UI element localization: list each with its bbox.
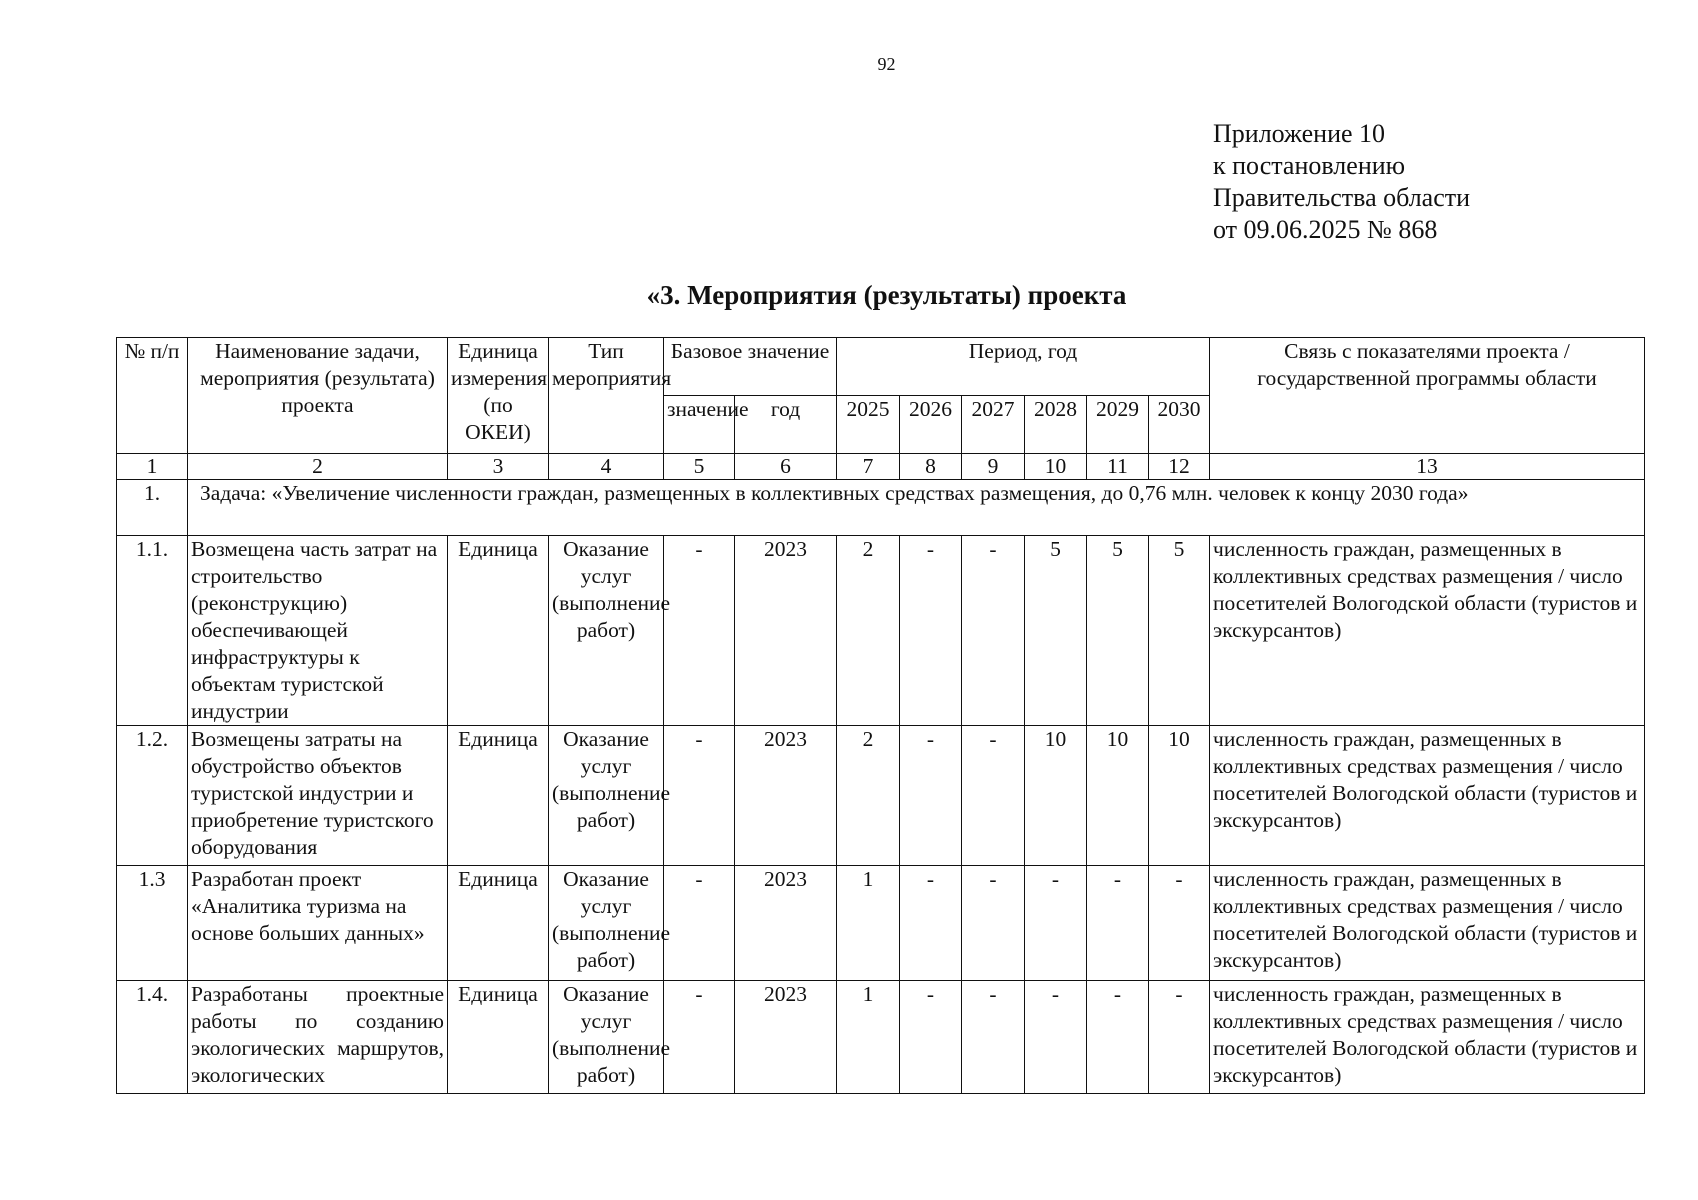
row-base-year: 2023 xyxy=(735,866,837,981)
row-2025: 1 xyxy=(837,866,900,981)
appendix-line: к постановлению xyxy=(1213,151,1406,180)
row-unit: Единица xyxy=(448,981,549,1094)
header-name: Наименование задачи, мероприятия (результата) проекта xyxy=(188,338,448,454)
row-2026: - xyxy=(900,726,962,866)
row-link: численность граждан, размещенных в коллективных средствах размещения / число посетителей Вологодской области (туристов и экскурсантов) xyxy=(1210,866,1645,981)
column-number: 5 xyxy=(664,454,735,480)
row-2025: 1 xyxy=(837,981,900,1094)
row-2029: 5 xyxy=(1087,536,1149,726)
events-table xyxy=(116,337,1645,1094)
header-period: Период, год xyxy=(837,338,1210,396)
row-type: Оказание услуг (выполнение работ) xyxy=(549,726,664,866)
row-name: Разработаны проектные работы по созданию экологических маршрутов, экологических xyxy=(188,981,448,1094)
row-2026: - xyxy=(900,866,962,981)
header-base-year: год xyxy=(735,396,837,454)
header-base-value: значение xyxy=(664,396,735,454)
task-row xyxy=(117,480,1645,536)
header-year-2030: 2030 xyxy=(1149,396,1210,454)
row-2025: 2 xyxy=(837,536,900,726)
header-num: № п/п xyxy=(117,338,188,454)
row-type: Оказание услуг (выполнение работ) xyxy=(549,866,664,981)
header-year-2028: 2028 xyxy=(1025,396,1087,454)
page-number: 92 xyxy=(877,54,896,74)
row-2027: - xyxy=(962,981,1025,1094)
row-2025: 2 xyxy=(837,726,900,866)
row-2030: - xyxy=(1149,866,1210,981)
task-num: 1. xyxy=(117,480,188,536)
header-year-2025: 2025 xyxy=(837,396,900,454)
row-2029: 10 xyxy=(1087,726,1149,866)
row-name: Разработан проект «Аналитика туризма на основе больших данных» xyxy=(188,866,448,981)
row-2027: - xyxy=(962,866,1025,981)
header-link: Связь с показателями проекта / государственной программы области xyxy=(1210,338,1645,454)
column-number-row xyxy=(117,454,1645,480)
appendix-line: от 09.06.2025 № 868 xyxy=(1213,215,1438,244)
table-row xyxy=(117,981,1645,1094)
header-type: Тип мероприятия xyxy=(549,338,664,454)
row-base-value: - xyxy=(664,866,735,981)
row-2029: - xyxy=(1087,981,1149,1094)
row-unit: Единица xyxy=(448,536,549,726)
column-number: 8 xyxy=(900,454,962,480)
column-number: 1 xyxy=(117,454,188,480)
row-base-year: 2023 xyxy=(735,726,837,866)
header-unit: Единица измерения (по ОКЕИ) xyxy=(448,338,549,454)
column-number: 3 xyxy=(448,454,549,480)
row-name: Возмещена часть затрат на строительство (реконструкцию) обеспечивающей инфраструктуры к объектам туристской индустрии xyxy=(188,536,448,726)
column-number: 10 xyxy=(1025,454,1087,480)
document-title: «3. Мероприятия (результаты) проекта xyxy=(646,280,1127,310)
row-num: 1.1. xyxy=(117,536,188,726)
row-link: численность граждан, размещенных в коллективных средствах размещения / число посетителей Вологодской области (туристов и экскурсантов) xyxy=(1210,536,1645,726)
row-type: Оказание услуг (выполнение работ) xyxy=(549,981,664,1094)
row-2028: - xyxy=(1025,981,1087,1094)
row-2030: - xyxy=(1149,981,1210,1094)
table-row xyxy=(117,866,1645,981)
column-number: 6 xyxy=(735,454,837,480)
row-2026: - xyxy=(900,981,962,1094)
row-unit: Единица xyxy=(448,866,549,981)
header-year-2026: 2026 xyxy=(900,396,962,454)
column-number: 2 xyxy=(188,454,448,480)
appendix-line: Приложение 10 xyxy=(1213,119,1386,148)
row-2026: - xyxy=(900,536,962,726)
column-number: 4 xyxy=(549,454,664,480)
row-base-year: 2023 xyxy=(735,536,837,726)
row-base-value: - xyxy=(664,981,735,1094)
appendix-line: Правительства области xyxy=(1213,183,1471,212)
header-year-2029: 2029 xyxy=(1087,396,1149,454)
table-header-row xyxy=(117,338,1645,396)
row-2030: 10 xyxy=(1149,726,1210,866)
row-num: 1.3 xyxy=(117,866,188,981)
row-2028: 5 xyxy=(1025,536,1087,726)
row-base-value: - xyxy=(664,536,735,726)
header-year-2027: 2027 xyxy=(962,396,1025,454)
row-base-year: 2023 xyxy=(735,981,837,1094)
row-num: 1.4. xyxy=(117,981,188,1094)
row-2030: 5 xyxy=(1149,536,1210,726)
column-number: 7 xyxy=(837,454,900,480)
row-2027: - xyxy=(962,536,1025,726)
row-link: численность граждан, размещенных в коллективных средствах размещения / число посетителей Вологодской области (туристов и экскурсантов) xyxy=(1210,726,1645,866)
row-type: Оказание услуг (выполнение работ) xyxy=(549,536,664,726)
row-unit: Единица xyxy=(448,726,549,866)
column-number: 13 xyxy=(1210,454,1645,480)
row-name: Возмещены затраты на обустройство объектов туристской индустрии и приобретение туристского оборудования xyxy=(188,726,448,866)
column-number: 11 xyxy=(1087,454,1149,480)
row-base-value: - xyxy=(664,726,735,866)
row-2028: 10 xyxy=(1025,726,1087,866)
table-row xyxy=(117,536,1645,726)
row-2028: - xyxy=(1025,866,1087,981)
column-number: 9 xyxy=(962,454,1025,480)
row-2027: - xyxy=(962,726,1025,866)
row-2029: - xyxy=(1087,866,1149,981)
task-text: Задача: «Увеличение численности граждан, размещенных в коллективных средствах размещения, до 0,76 млн. человек к концу 2030 года» xyxy=(188,480,1645,536)
row-num: 1.2. xyxy=(117,726,188,866)
appendix-note xyxy=(1213,118,1470,246)
table-row xyxy=(117,726,1645,866)
column-number: 12 xyxy=(1149,454,1210,480)
header-base: Базовое значение xyxy=(664,338,837,396)
row-link: численность граждан, размещенных в коллективных средствах размещения / число посетителей Вологодской области (туристов и экскурсантов) xyxy=(1210,981,1645,1094)
